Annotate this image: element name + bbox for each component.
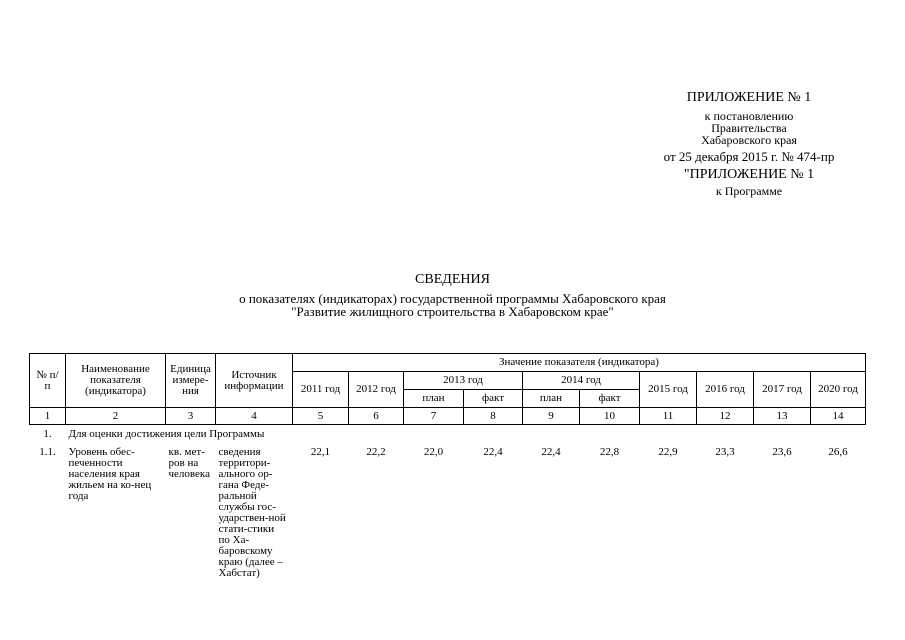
column-number: 4 <box>216 408 293 425</box>
value-2013-plan: 22,0 <box>423 446 444 458</box>
value-2014-fact: 22,8 <box>599 446 620 458</box>
row-unit: кв. мет-ров на человека <box>168 446 210 480</box>
value-2013-fact: 22,4 <box>483 446 503 458</box>
header-year-2017: 2017 год <box>754 372 811 408</box>
header-value-group: Значение показателя (индикатора) <box>293 354 866 372</box>
column-number: 3 <box>166 408 216 425</box>
appendix-program: "ПРИЛОЖЕНИЕ № 1 <box>683 167 815 182</box>
header-year-2013: 2013 год <box>404 372 523 390</box>
column-number: 2 <box>66 408 166 425</box>
column-number: 9 <box>523 408 580 425</box>
value-2014-plan: 22,4 <box>541 446 561 458</box>
header-name: Наименование показателя (индикатора) <box>66 354 166 408</box>
header-source: Источник информации <box>216 354 293 408</box>
column-number: 11 <box>640 408 697 425</box>
column-number: 13 <box>754 408 811 425</box>
appendix-line: к Программе <box>715 184 783 198</box>
header-year-2011: 2011 год <box>293 372 349 408</box>
row-indicator-name: Уровень обес-печенности населения края жильем на ко-нец года <box>68 446 152 502</box>
header-plan-2013: план <box>404 390 464 408</box>
column-number: 1 <box>30 408 66 425</box>
row-number: 1.1. <box>39 446 56 458</box>
appendix-line: Правительства <box>711 121 787 135</box>
column-number: 7 <box>404 408 464 425</box>
column-number: 5 <box>293 408 349 425</box>
value-2011: 22,1 <box>310 446 331 458</box>
subtitle-line: "Развитие жилищного строительства в Хабаровском крае" <box>291 304 614 319</box>
column-number: 10 <box>580 408 640 425</box>
column-number: 8 <box>464 408 523 425</box>
table-row <box>30 443 866 579</box>
header-year-2014: 2014 год <box>523 372 640 390</box>
header-year-2015: 2015 год <box>640 372 697 408</box>
value-2015: 22,9 <box>658 446 678 458</box>
appendix-title: ПРИЛОЖЕНИЕ № 1 <box>686 90 812 105</box>
appendix-line: к постановлению <box>704 109 794 123</box>
document-title: СВЕДЕНИЯ <box>415 272 490 287</box>
column-number: 12 <box>697 408 754 425</box>
header-fact-2013: факт <box>464 390 523 408</box>
value-2020: 26,6 <box>828 446 848 458</box>
header-year-2016: 2016 год <box>697 372 754 408</box>
value-2016: 23,3 <box>715 446 735 458</box>
header-unit: Единица измере-ния <box>166 354 216 408</box>
document-subtitle <box>0 292 905 318</box>
section-number: 1. <box>43 428 52 440</box>
row-source: сведения территори-ального ор-гана Феде-ральной службы гос-ударствен-ной стати-стики по Ха-баровскому краю (далее – Хабстат) <box>218 446 286 579</box>
header-year-2020: 2020 год <box>811 372 866 408</box>
subtitle-line: о показателях (индикаторах) государственной программы Хабаровского края <box>239 291 666 306</box>
appendix-block <box>640 90 858 197</box>
header-plan-2014: план <box>523 390 580 408</box>
section-row <box>30 425 866 444</box>
header-fact-2014: факт <box>580 390 640 408</box>
column-number: 14 <box>811 408 866 425</box>
header-year-2012: 2012 год <box>349 372 404 408</box>
value-2012: 22,2 <box>366 446 386 458</box>
value-2017: 23,6 <box>772 446 792 458</box>
appendix-date: от 25 декабря 2015 г. № 474-пр <box>663 149 835 164</box>
header-num: № п/п <box>30 354 66 408</box>
column-number-row <box>30 408 866 425</box>
column-number: 6 <box>349 408 404 425</box>
indicators-table <box>29 353 866 579</box>
section-title: Для оценки достижения цели Программы <box>68 428 265 440</box>
appendix-line: Хабаровского края <box>701 133 797 147</box>
